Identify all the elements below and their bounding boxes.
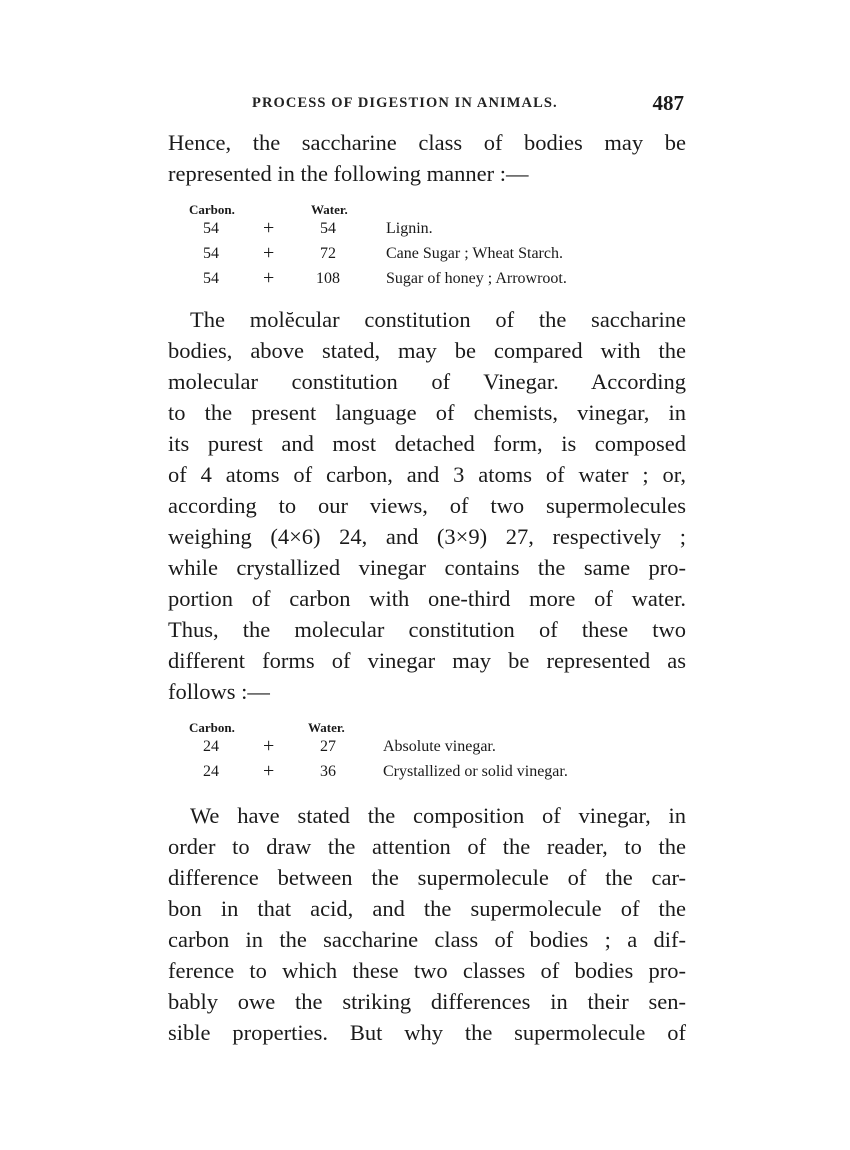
plus-sign: +: [263, 242, 275, 264]
text-line: The molĕcular constitution of the saccharine: [190, 307, 686, 332]
table-header-row: [168, 720, 686, 738]
table-header-row: [168, 202, 686, 220]
text-line: to the present language of chemists, vinegar, in: [168, 400, 686, 425]
substance-description: Cane Sugar ; Wheat Starch.: [386, 245, 563, 262]
substance-description: Lignin.: [386, 220, 433, 237]
table-row: [168, 217, 686, 245]
water-value: 72: [320, 245, 336, 262]
column-header-water: Water.: [311, 202, 348, 217]
text-line: of 4 atoms of carbon, and 3 atoms of water ; or,: [168, 462, 686, 487]
text-line: sible properties. But why the supermolecule of: [168, 1020, 686, 1045]
substance-description: Crystallized or solid vinegar.: [383, 763, 568, 780]
text-line: portion of carbon with one-third more of water.: [168, 586, 686, 611]
substance-description: Sugar of honey ; Arrowroot.: [386, 270, 567, 287]
text-line: We have stated the composition of vinegar, in: [190, 803, 686, 828]
paragraph-3: [168, 800, 686, 1048]
text-line: molecular constitution of Vinegar. According: [168, 369, 686, 394]
table-row: [168, 267, 686, 295]
paragraph-2: [168, 304, 686, 707]
text-line: difference between the supermolecule of the car-: [168, 865, 686, 890]
running-title: PROCESS OF DIGESTION IN ANIMALS.: [252, 95, 558, 111]
text-line: different forms of vinegar may be represented as: [168, 648, 686, 673]
text-line: its purest and most detached form, is composed: [168, 431, 686, 456]
column-header-water: Water.: [308, 720, 345, 735]
carbon-value: 54: [203, 270, 219, 287]
page-number: 487: [652, 91, 684, 115]
text-line: while crystallized vinegar contains the same pro-: [168, 555, 686, 580]
paragraph-1: [168, 127, 686, 189]
plus-sign: +: [263, 267, 275, 289]
saccharine-composition-table: [168, 202, 686, 295]
text-line: ference to which these two classes of bodies pro-: [168, 958, 686, 983]
substance-description: Absolute vinegar.: [383, 738, 496, 755]
text-line: follows :—: [168, 679, 270, 704]
text-line: represented in the following manner :—: [168, 161, 529, 186]
column-header-carbon: Carbon.: [189, 202, 235, 217]
plus-sign: +: [263, 760, 275, 782]
table-row: [168, 735, 686, 763]
column-header-carbon: Carbon.: [189, 720, 235, 735]
text-line: bably owe the striking differences in their sen-: [168, 989, 686, 1014]
plus-sign: +: [263, 735, 275, 757]
text-line: order to draw the attention of the reader, to the: [168, 834, 686, 859]
text-line: according to our views, of two supermolecules: [168, 493, 686, 518]
carbon-value: 54: [203, 245, 219, 262]
plus-sign: +: [263, 217, 275, 239]
text-line: bodies, above stated, may be compared with the: [168, 338, 686, 363]
text-line: bon in that acid, and the supermolecule of the: [168, 896, 686, 921]
table-row: [168, 760, 686, 788]
water-value: 27: [320, 738, 336, 755]
running-head: [168, 92, 686, 116]
water-value: 36: [320, 763, 336, 780]
water-value: 54: [320, 220, 336, 237]
vinegar-composition-table: [168, 720, 686, 788]
carbon-value: 24: [203, 763, 219, 780]
text-line: weighing (4×6) 24, and (3×9) 27, respectively ;: [168, 524, 686, 549]
text-line: carbon in the saccharine class of bodies ; a dif-: [168, 927, 686, 952]
water-value: 108: [316, 270, 340, 287]
text-line: Thus, the molecular constitution of these two: [168, 617, 686, 642]
carbon-value: 54: [203, 220, 219, 237]
carbon-value: 24: [203, 738, 219, 755]
text-line: Hence, the saccharine class of bodies may be: [168, 130, 686, 155]
table-row: [168, 242, 686, 270]
